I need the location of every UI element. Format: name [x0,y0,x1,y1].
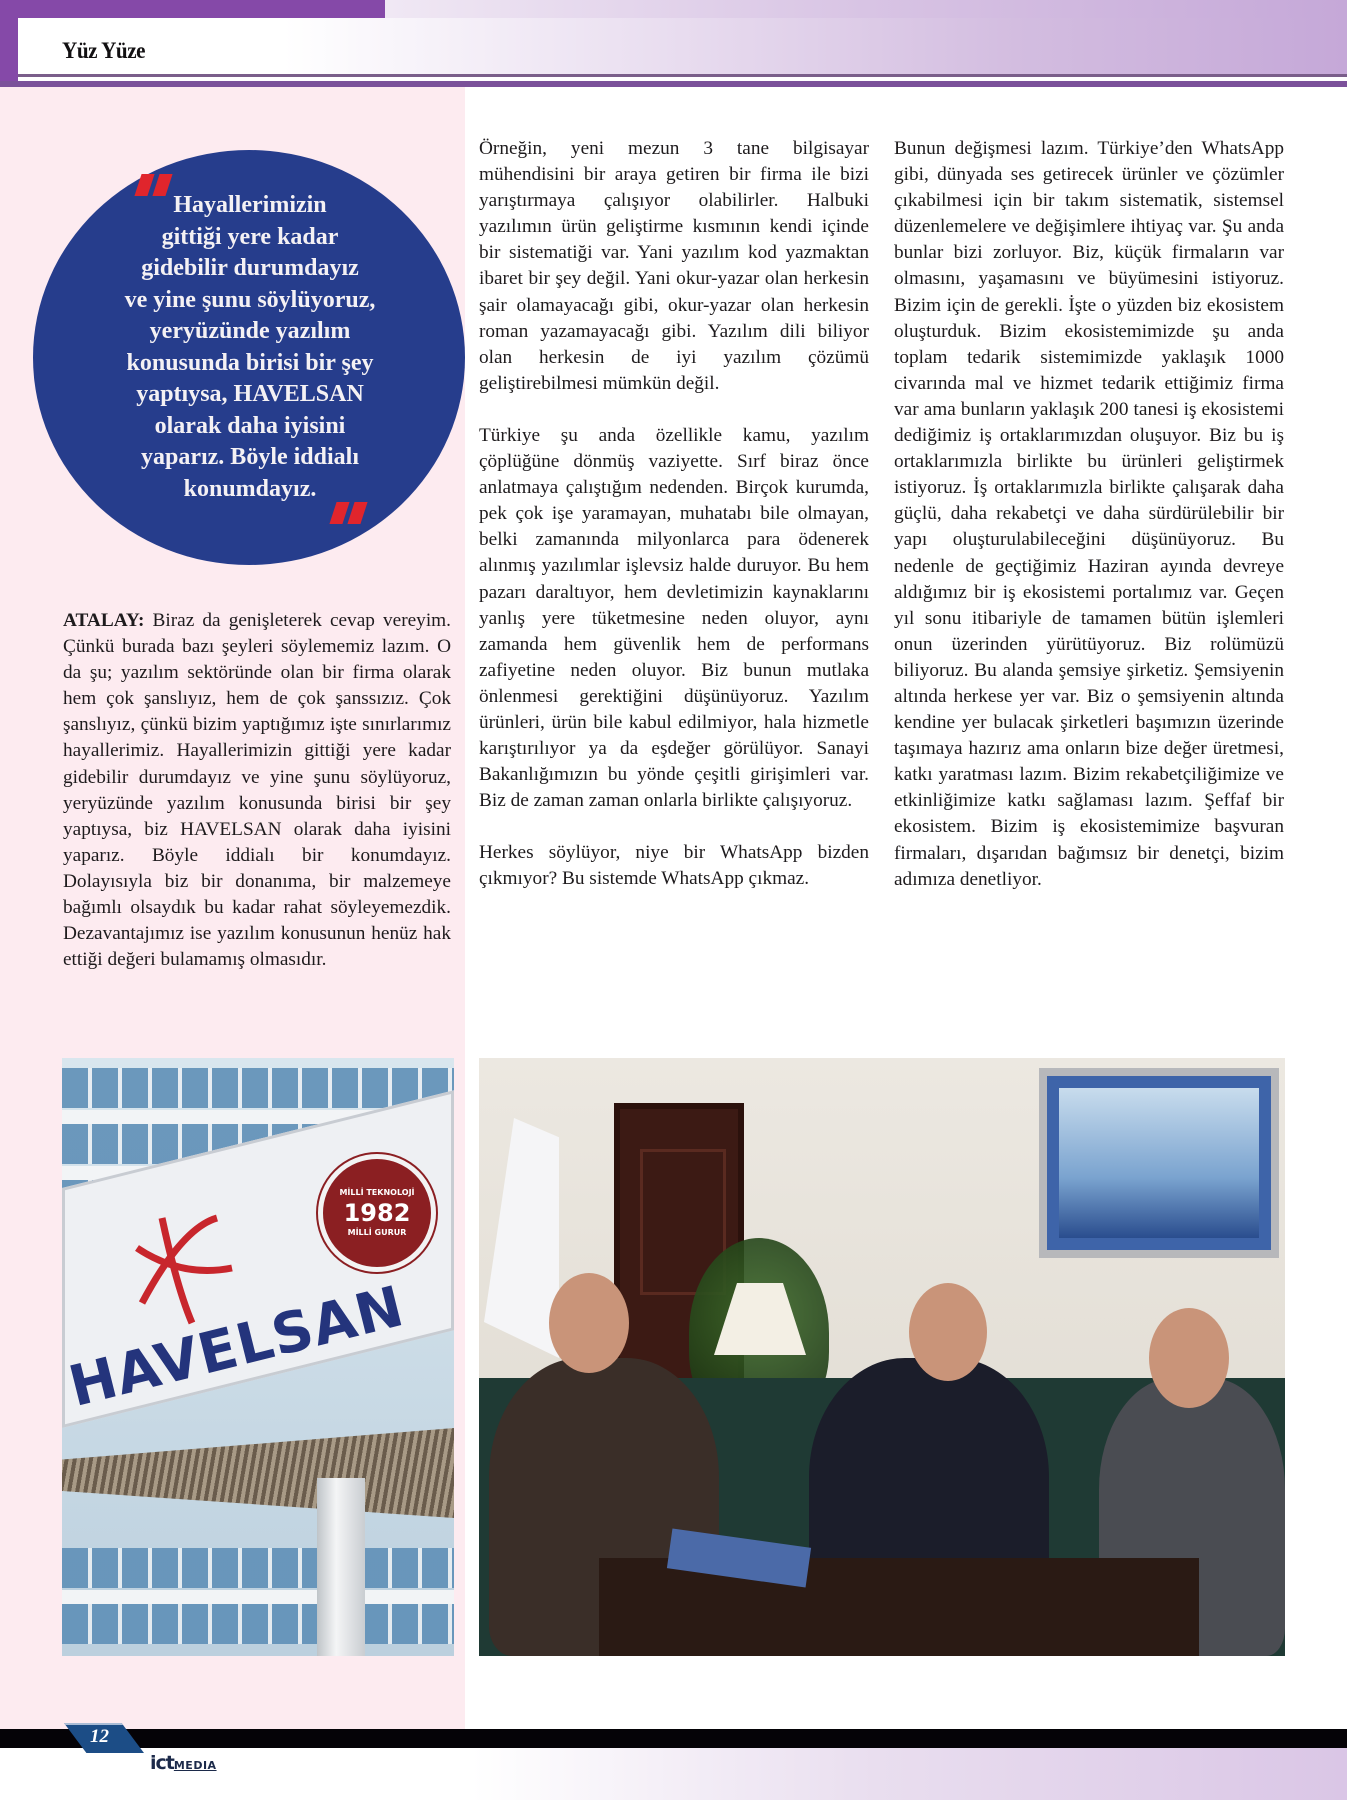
header-accent-bar [0,0,18,86]
coffee-table [599,1558,1199,1656]
paragraph-text: Biraz da genişleterek cevap vereyim. Çünkü burada bazı şeyleri söylememiz lazım. O da şu; yazılım sektöründe olan bir firma olarak hem çok şanslıyız, hem de çok şanssızız. Çok şanslıyız, çünkü bizim yaptığımız işte sınırlarımız hayallerimiz. Hayallerimizin gittiği yere kadar gidebilir durumdayız ve yine şunu söylüyoruz, yeryüzünde yazılım konusunda birisi bir şey yaptıysa, biz HAVELSAN olarak daha iyisini yaparız. Böyle iddialı bir konumdayız. Dolayısıyla biz bir donanıma, bir malzemeye bağımlı olsaydık bu kadar rahat söyleyemezdik. Dezavantajımız ise yazılım konusunun henüz hak ettiği değeri bulamamış olmasıdır. [63,610,451,971]
speaker-label: ATALAY: [63,610,145,631]
header-gradient-strip [385,0,1347,18]
framed-painting [1039,1068,1279,1258]
building-floor [62,1590,454,1604]
article-paragraph: Bunun değişmesi lazım. Türkiye’den WhatsApp gibi, dünyada ses getirecek ürünler ve çözümler çıkabilmesi için bir takım sistematik, sistemsel düzenlemelere ve değişimlere ihtiyaç var. Şu anda bunlar bizi zorluyor. Biz, küçük firmaların var olmasını, yaşamasını ve büyümesini istiyoruz. Bizim için de gerekli. İşte o yüzden biz ekosistem oluşturduk. Bizim ekosistemimizde şu anda toplam tedarik sistemimizde yaklaşık 1000 civarında mal ve hizmet tedarik ettiğimiz firma var ama bunların yaklaşık 200 tanesi iş ekosistemi dediğimiz iş ortaklarımızdan oluşuyor. Biz bu iş ortaklarımızla birlikte bu ürünleri geliştirmek istiyoruz. İş ortaklarımızla birlikte çalışarak daha güçlü, daha rekabetçi ve daha sürdürülebilir bir yapı oluşturulabileceğini düşünüyoruz. Bu nedenle de geçtiğimiz Haziran ayında devreye aldığımız bir iş ekosistemi portalımız var. Geçen yıl sonu itibariyle de tamamen bütün işlemleri onun üzerinden yürütüyoruz. Biz rolümüzü biliyoruz. Bu alanda şemsiye şirketiz. Şemsiyenin altında herkese yer var. Biz o şemsiyenin altında kendine yer bulacak şirketleri başımızın üzerinde taşımaya hazırız ama onların bize değer üretmesi, katkı yaratması lazım. Bizim rekabetçiliğimize ve etkinliğimize katkı sağlaması lazım. Şeffaf bir ekosistem. Bizim iş ekosistemimize başvuran firmaları, dışarıdan bağımsız bir denetçi, bizim adımıza denetliyor. [894,138,1284,890]
article-left-column [63,608,451,973]
interview-photo [479,1058,1285,1656]
pull-quote-line: Hayallerimizin [173,192,327,218]
havelsan-sign-photo [62,1058,454,1656]
footer-bar [0,1729,1347,1748]
article-paragraph: Örneğin, yeni mezun 3 tane bilgisayar mühendisini bir araya getiren bir firma ile bizi yarıştırmaya çalışıyor olabilirler. Halbuki yazılımın ürün geliştirme kısmının kendi içinde bir sistematiği var. Yani yazılım kod yazmaktan ibaret bir şey değil. Yani okur-yazar olan herkesin şair olamayacağı gibi, okur-yazar olan herkesin roman yazamayacağı gibi. Yazılım dili biliyor olan herkesin de iyi yazılım çözümü geliştirebilmesi mümkün değil. [479,138,869,394]
article-paragraph: Herkes söylüyor, niye bir WhatsApp bizden çıkmıyor? Bu sistemde WhatsApp çıkmaz. [479,842,869,890]
article-paragraph: Türkiye şu anda özellikle kamu, yazılım çöplüğüne dönmüş vaziyette. Sırf biraz önce anlatmaya çalıştığım nedenden. Birçok kurumda, pek çok işe yaramayan, muhatabı bile olmayan, belki zamanında milyonlarca para ödenerek alınmış yazılımlar işlevsiz halde duruyor. Bu hem pazarı daraltıyor, hem devletimizin kaynaklarını yanlış yere tüketmesine neden oluyor, aynı zamanda hem güvenlik hem de performans zafiyetine neden oluyor. Biz bunun mutlaka önlenmesi gerektiğini düşünüyoruz. Yazılım ürünleri, ürün bile kabul edilmiyor, hala hizmetle karıştırılıyor ya da eşdeğer görülüyor. Sanayi Bakanlığımızın bu yönde çeşitli girişimleri var. Biz de zaman zaman onlarla birlikte çalışıyoruz. [479,424,869,812]
pull-quote-line: yaptıysa, HAVELSAN [136,381,364,407]
building-windows [62,1068,454,1108]
pull-quote-line: yaparız. Böyle iddialı [140,444,359,470]
building-windows [62,1604,454,1644]
page-number: 12 [90,1726,109,1747]
pull-quote-line: yeryüzünde yazılım [149,318,351,344]
building-windows [62,1548,454,1588]
badge-top-text: MİLLİ TEKNOLOJİ [339,1188,415,1197]
sign-canopy [62,1428,454,1518]
since-1982-badge [318,1154,436,1272]
badge-bottom-text: MİLLİ GURUR [347,1228,407,1237]
header-accent-block [0,0,385,18]
pull-quote-line: ve yine şunu söylüyoruz, [124,286,376,313]
logo-media: MEDIA [173,1759,217,1772]
person-middle-head [909,1283,987,1381]
person-right-head [1149,1308,1229,1408]
pull-quote-line: olarak daha iyisini [154,412,346,439]
pull-quote [90,190,410,505]
article-paragraph [63,608,451,973]
pull-quote-line: gittiği yere kadar [161,223,339,250]
sign-pillar [317,1478,365,1656]
sign-brand-text: HAVELSAN [62,1274,411,1420]
company-flag [484,1118,559,1358]
section-title: Yüz Yüze [62,38,146,63]
article-right-column [894,136,1284,893]
ictmedia-logo [150,1752,217,1777]
pull-quote-line: gidebilir durumdayız [141,255,359,281]
pull-quote-line: konumdayız. [183,475,317,502]
close-quote-icon [330,502,368,524]
header-band [18,18,1347,74]
person-left-head [549,1273,629,1373]
article-middle-column [479,136,869,893]
pull-quote-line: konusunda birisi bir şey [126,349,374,376]
havelsan-star-logo-icon [122,1208,242,1328]
logo-ict: ict [150,1752,174,1774]
badge-year: 1982 [343,1199,411,1227]
painting-canvas [1059,1088,1259,1238]
